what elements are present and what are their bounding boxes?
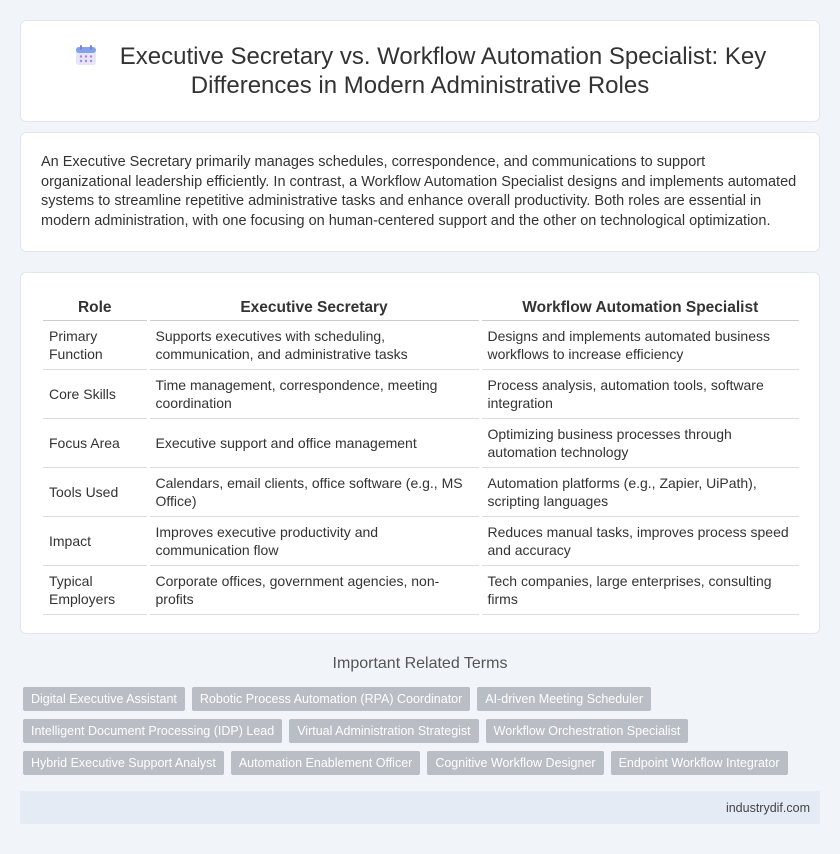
exec-secretary-cell: Executive support and office management: [148, 419, 480, 468]
automation-specialist-cell: Designs and implements automated business workflows to increase efficiency: [480, 321, 799, 370]
header-role: Role: [43, 295, 148, 321]
automation-specialist-cell: Tech companies, large enterprises, consulting firms: [480, 566, 799, 615]
automation-specialist-cell: Process analysis, automation tools, software integration: [480, 370, 799, 419]
table-row: [43, 321, 799, 370]
automation-specialist-cell: Optimizing business processes through automation technology: [480, 419, 799, 468]
page-title: [61, 42, 779, 100]
row-label: Focus Area: [43, 419, 148, 468]
footer-site-name[interactable]: industrydif.com: [725, 800, 810, 815]
table-row: [43, 419, 799, 468]
related-terms-tags: [23, 687, 823, 783]
exec-secretary-cell: Calendars, email clients, office software (e.g., MS Office): [148, 468, 480, 517]
related-term-tag[interactable]: Robotic Process Automation (RPA) Coordinator: [192, 687, 470, 711]
calendar-icon: [74, 43, 98, 67]
row-label: Tools Used: [43, 468, 148, 517]
related-term-tag[interactable]: Hybrid Executive Support Analyst: [23, 751, 224, 775]
related-term-tag[interactable]: Digital Executive Assistant: [23, 687, 185, 711]
intro-card: [20, 132, 820, 252]
related-terms-title: Important Related Terms: [332, 655, 508, 672]
table-row: [43, 566, 799, 615]
related-term-tag[interactable]: AI-driven Meeting Scheduler: [477, 687, 651, 711]
comparison-table-card: [20, 272, 820, 634]
tag-row: [23, 751, 823, 775]
table-row: [43, 370, 799, 419]
automation-specialist-cell: Reduces manual tasks, improves process speed and accuracy: [480, 517, 799, 566]
related-term-tag[interactable]: Automation Enablement Officer: [231, 751, 420, 775]
footer: [20, 791, 820, 824]
related-term-tag[interactable]: Virtual Administration Strategist: [289, 719, 478, 743]
exec-secretary-cell: Supports executives with scheduling, communication, and administrative tasks: [148, 321, 480, 370]
exec-secretary-cell: Improves executive productivity and communication flow: [148, 517, 480, 566]
table-header-row: [43, 295, 799, 321]
header-workflow-automation-specialist: Workflow Automation Specialist: [480, 295, 799, 321]
related-term-tag[interactable]: Workflow Orchestration Specialist: [486, 719, 689, 743]
related-term-tag[interactable]: Cognitive Workflow Designer: [427, 751, 603, 775]
automation-specialist-cell: Automation platforms (e.g., Zapier, UiPath), scripting languages: [480, 468, 799, 517]
exec-secretary-cell: Corporate offices, government agencies, non-profits: [148, 566, 480, 615]
intro-paragraph: An Executive Secretary primarily manages schedules, correspondence, and communications to support organizational leadership efficiently. In contrast, a Workflow Automation Specialist designs and implements automated systems to streamline repetitive administrative tasks and enhance overall productivity. Both roles are essential in modern administration, with one focusing on human-centered support and the other on technological optimization.: [41, 154, 797, 229]
comparison-table: [43, 295, 799, 615]
row-label: Primary Function: [43, 321, 148, 370]
exec-secretary-cell: Time management, correspondence, meeting coordination: [148, 370, 480, 419]
row-label: Typical Employers: [43, 566, 148, 615]
related-term-tag[interactable]: Intelligent Document Processing (IDP) Lead: [23, 719, 282, 743]
tag-row: [23, 687, 823, 711]
row-label: Impact: [43, 517, 148, 566]
header-executive-secretary: Executive Secretary: [148, 295, 480, 321]
tag-row: [23, 719, 823, 743]
page-title-text: Executive Secretary vs. Workflow Automation Specialist: Key Differences in Modern Administrative Roles: [119, 43, 767, 99]
table-row: [43, 517, 799, 566]
row-label: Core Skills: [43, 370, 148, 419]
table-row: [43, 468, 799, 517]
title-card: [20, 20, 820, 122]
related-term-tag[interactable]: Endpoint Workflow Integrator: [611, 751, 788, 775]
